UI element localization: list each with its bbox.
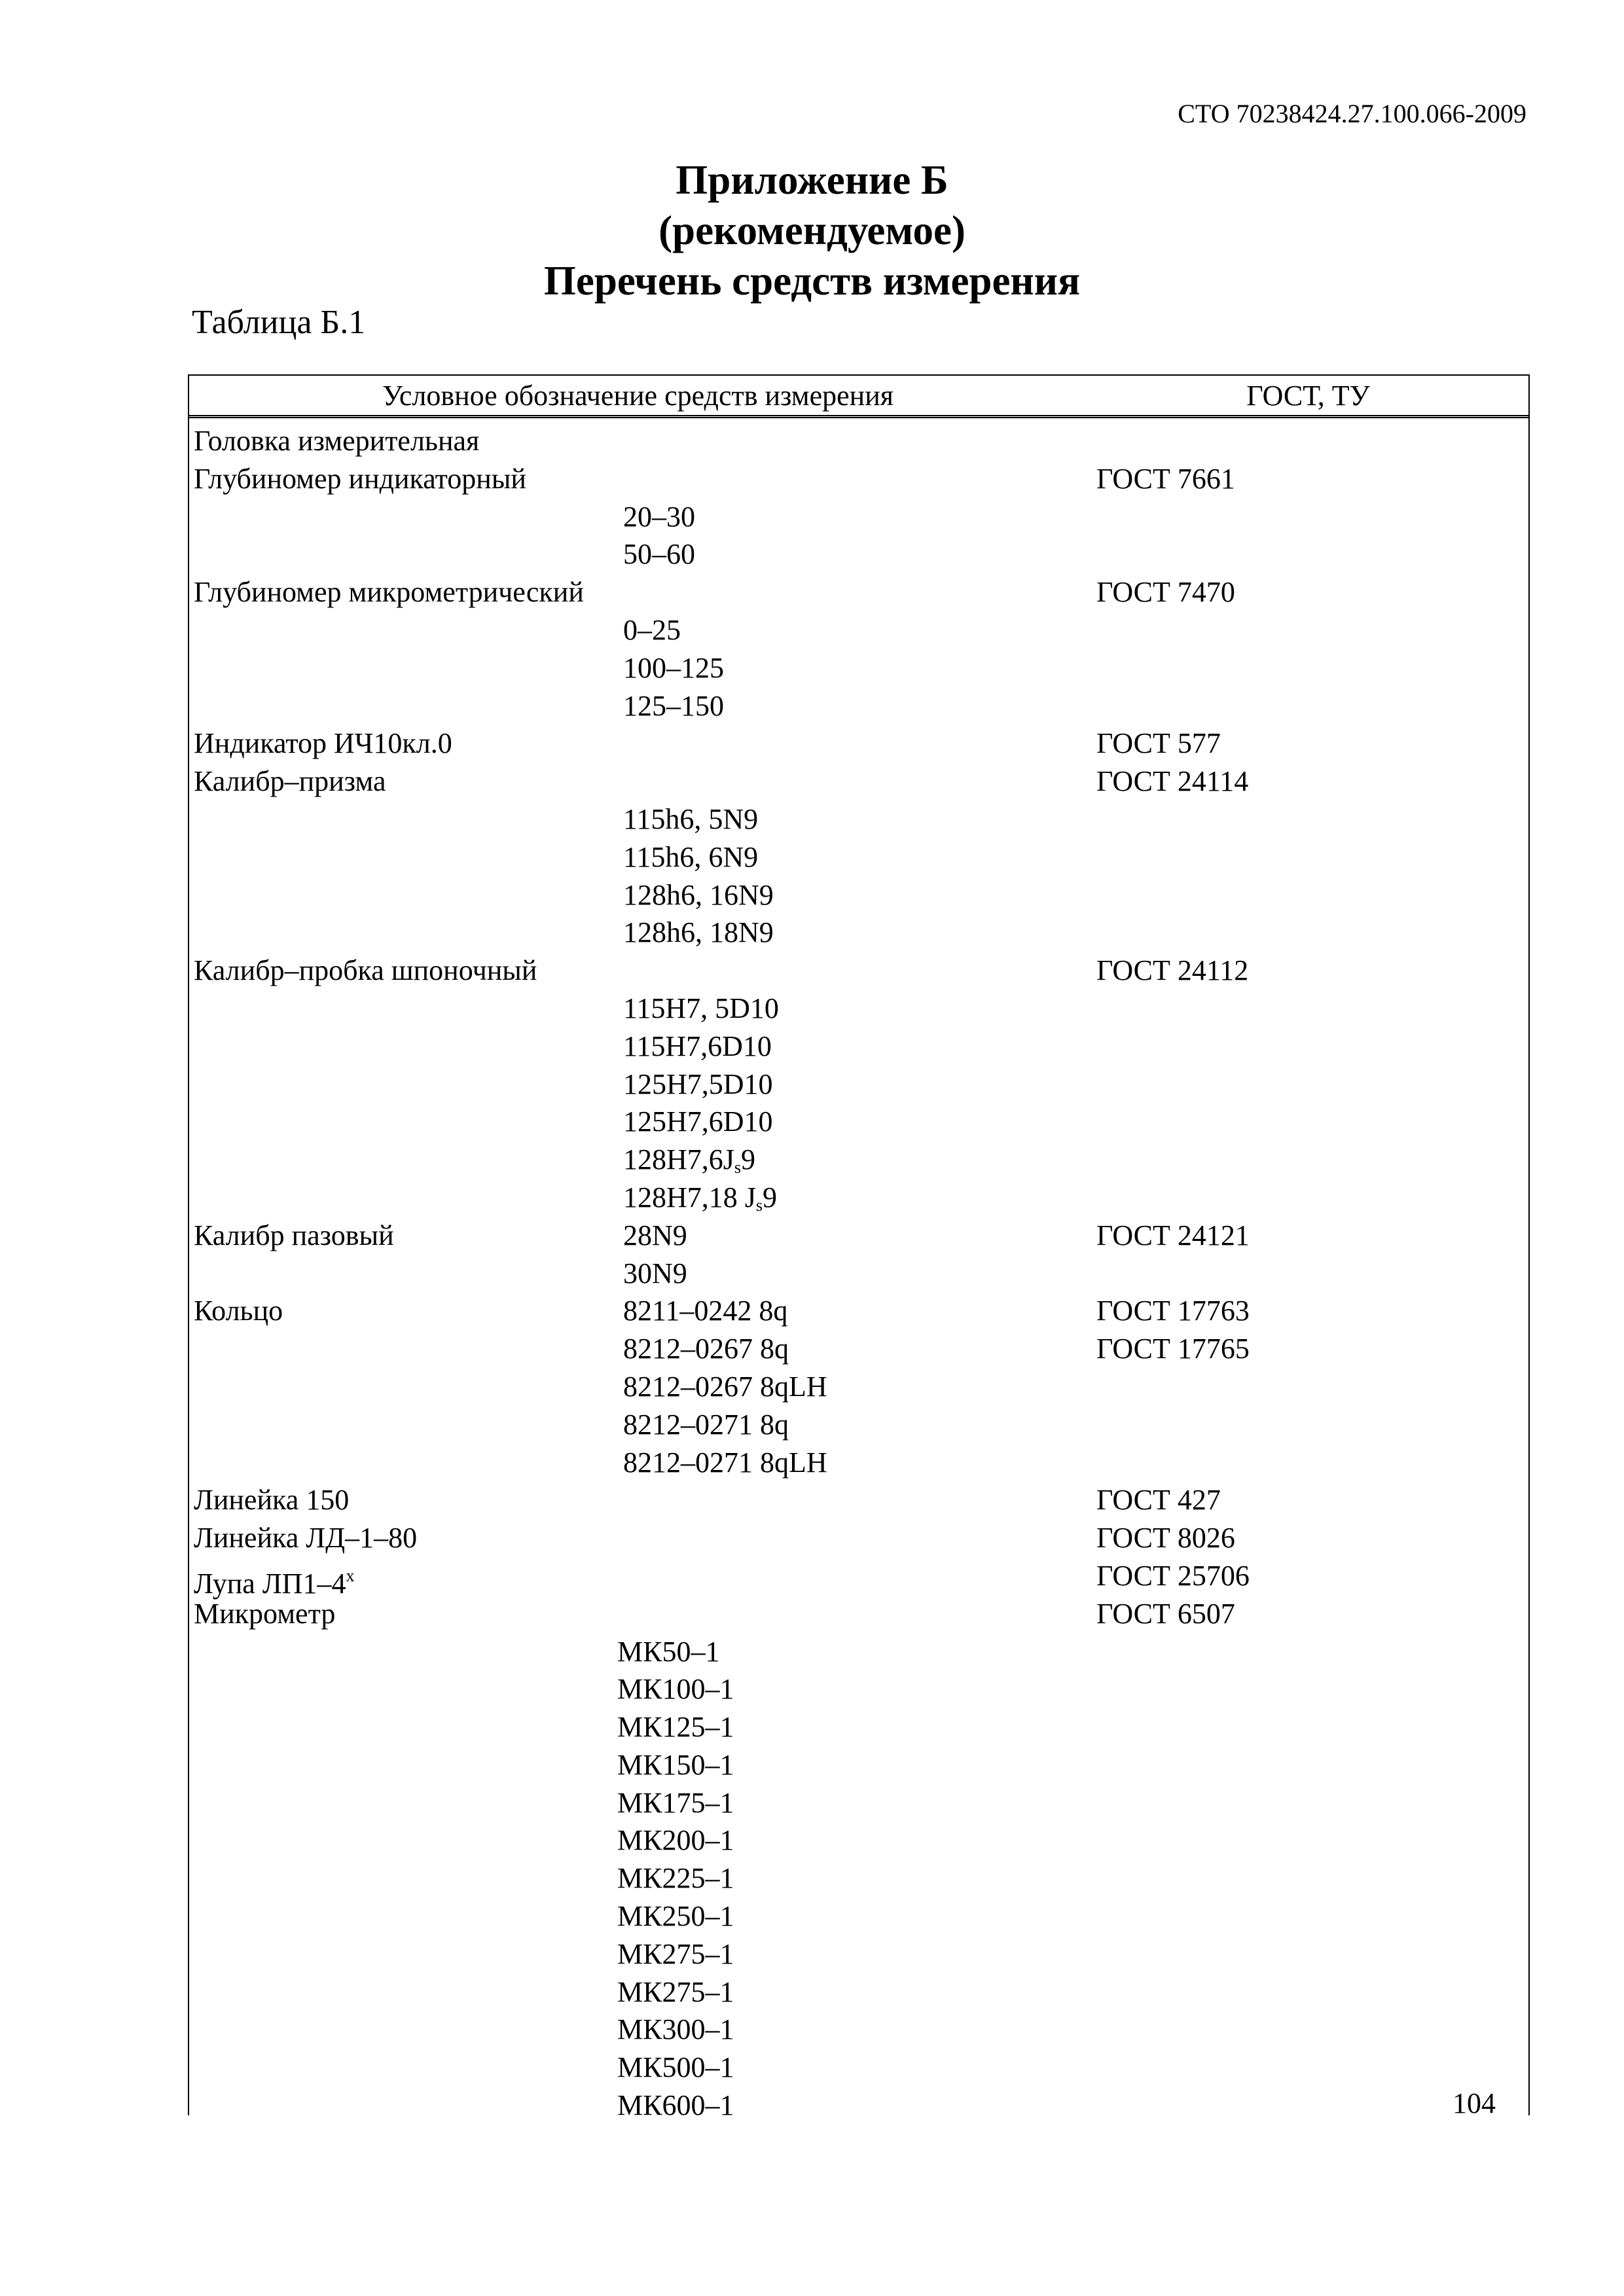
- instrument-size: МК500–1: [617, 2051, 734, 2084]
- instrument-size: 115h6, 6N9: [623, 840, 759, 873]
- instrument-name: Глубиномер индикаторный: [194, 462, 526, 495]
- instrument-name: Калибр пазовый: [194, 1219, 394, 1251]
- table-row: [189, 838, 1528, 876]
- instrument-size: МК200–1: [617, 1824, 734, 1857]
- table-row: [189, 762, 1528, 800]
- instrument-name: Микрометр: [194, 1597, 336, 1630]
- table-row: [189, 1595, 1528, 1633]
- instrument-size: 128h6, 18N9: [623, 916, 774, 949]
- table-row: [189, 990, 1528, 1028]
- instrument-size: $128H7,6J_s9$: [623, 1143, 756, 1177]
- instrument-size: 115h6, 5N9: [623, 802, 759, 835]
- table-row: [189, 498, 1528, 536]
- table-row: [189, 1028, 1528, 1066]
- superscript-mark: x: [346, 1566, 355, 1585]
- instrument-size: 125H7,5D10: [623, 1067, 773, 1100]
- gost-reference: ГОСТ 7470: [1096, 576, 1235, 609]
- header-instrument-designation: Условное обозначение средств измерения: [382, 380, 894, 412]
- instrument-size: 115H7,6D10: [623, 1030, 772, 1062]
- instrument-size: 8212–0271 8qLH: [623, 1446, 827, 1479]
- instrument-size: МК175–1: [617, 1786, 734, 1819]
- page-number: 104: [1453, 2087, 1496, 2119]
- table-row: [189, 876, 1528, 914]
- document-code: СТО 70238424.27.100.066-2009: [1178, 99, 1526, 128]
- table-row: [189, 914, 1528, 952]
- table-row: [189, 1935, 1528, 1973]
- table-row: [189, 1330, 1528, 1368]
- table-row: [189, 1973, 1528, 2011]
- table-row: [189, 1217, 1528, 1255]
- instrument-size: МК250–1: [617, 1900, 734, 1933]
- instrument-size: 125H7,6D10: [623, 1105, 773, 1138]
- gost-reference: ГОСТ 17763: [1096, 1295, 1250, 1327]
- instrument-name: Кольцо: [194, 1295, 283, 1327]
- appendix-title-block: [0, 155, 1624, 306]
- table-row: [189, 1368, 1528, 1406]
- gost-reference: ГОСТ 6507: [1096, 1597, 1235, 1630]
- table-row: [189, 611, 1528, 649]
- appendix-status: (рекомендуемое): [659, 207, 965, 253]
- gost-reference: ГОСТ 25706: [1096, 1559, 1250, 1592]
- table-row: [189, 2011, 1528, 2049]
- appendix-subject: Перечень средств измерения: [543, 258, 1081, 304]
- instrument-size: МК50–1: [617, 1635, 720, 1668]
- table-row: [189, 460, 1528, 498]
- instrument-size: 30N9: [623, 1257, 687, 1289]
- instrument-name: Лупа ЛП1–4$^x$: [194, 1566, 355, 1600]
- instrument-size: 0–25: [623, 613, 681, 646]
- table-row: [189, 1633, 1528, 1671]
- instrument-size: 8211–0242 8q: [623, 1295, 788, 1327]
- table-row: [189, 1746, 1528, 1784]
- instrument-size: 8212–0267 8qLH: [623, 1370, 827, 1403]
- table-row: [189, 2049, 1528, 2087]
- table-row: [189, 573, 1528, 611]
- instrument-size: МК125–1: [617, 1711, 734, 1744]
- table-header: [189, 376, 1528, 418]
- instrument-size: МК275–1: [617, 1937, 734, 1970]
- table-row: [189, 1670, 1528, 1708]
- instrument-name: Калибр–призма: [194, 765, 386, 798]
- table-row: [189, 1179, 1528, 1217]
- gost-reference: ГОСТ 427: [1096, 1484, 1221, 1516]
- table-row: [189, 1406, 1528, 1444]
- instrument-name: Головка измерительная: [194, 425, 480, 457]
- instrument-size: МК150–1: [617, 1748, 734, 1781]
- table-row: [189, 1897, 1528, 1935]
- instrument-size: МК100–1: [617, 1673, 734, 1706]
- instrument-size: 8212–0271 8q: [623, 1408, 789, 1441]
- gost-reference: ГОСТ 8026: [1096, 1522, 1235, 1554]
- subscript-mark: s: [755, 1195, 763, 1215]
- table-row: [189, 1255, 1528, 1293]
- table-row: [189, 800, 1528, 838]
- table-row: [189, 1444, 1528, 1482]
- instrument-size: 8212–0267 8q: [623, 1333, 789, 1365]
- instrument-size: МК600–1: [617, 2089, 734, 2122]
- instrument-size: 128H7,18 $J_s9$: [623, 1181, 778, 1215]
- instrument-size: 50–60: [623, 538, 695, 571]
- instrument-name: Глубиномер микрометрический: [194, 576, 584, 609]
- subscript-mark: s: [734, 1158, 742, 1177]
- table-row: [189, 1519, 1528, 1557]
- instruments-table: [188, 374, 1530, 2122]
- instrument-size: 100–125: [623, 651, 724, 684]
- instrument-size: МК275–1: [617, 1975, 734, 2008]
- table-row: [189, 1557, 1528, 1600]
- instrument-size: 128h6, 16N9: [623, 878, 774, 911]
- table-caption: Таблица Б.1: [192, 304, 366, 341]
- table-row: [189, 952, 1528, 990]
- instrument-name: Индикатор ИЧ10кл.0: [194, 727, 452, 760]
- instrument-size: 28N9: [623, 1219, 687, 1251]
- table-row: [189, 1708, 1528, 1746]
- table-row: [189, 422, 1528, 460]
- table-row: [189, 1066, 1528, 1103]
- table-body: [189, 422, 1528, 2125]
- table-row: [189, 725, 1528, 762]
- gost-reference: ГОСТ 7661: [1096, 462, 1235, 495]
- gost-reference: ГОСТ 17765: [1096, 1333, 1250, 1365]
- table-row: [189, 687, 1528, 725]
- table-row: [189, 1821, 1528, 1859]
- table-row: [189, 1292, 1528, 1330]
- appendix-title: Приложение Б: [676, 157, 948, 203]
- table-row: [189, 1859, 1528, 1897]
- header-gost: ГОСТ, ТУ: [1246, 380, 1370, 412]
- instrument-name: Линейка ЛД–1–80: [194, 1522, 418, 1554]
- table-row: [189, 1141, 1528, 1179]
- gost-reference: ГОСТ 24114: [1096, 765, 1249, 798]
- instrument-size: МК225–1: [617, 1862, 734, 1895]
- table-row: [189, 535, 1528, 573]
- table-row: [189, 649, 1528, 687]
- table-row: [189, 2087, 1528, 2125]
- instrument-name: Калибр–пробка шпоночный: [194, 954, 537, 987]
- table-row: [189, 1784, 1528, 1822]
- gost-reference: ГОСТ 24112: [1096, 954, 1249, 987]
- table-row: [189, 1481, 1528, 1519]
- instrument-size: 125–150: [623, 689, 724, 722]
- instrument-size: 115H7, 5D10: [623, 992, 779, 1024]
- gost-reference: ГОСТ 577: [1096, 727, 1221, 760]
- gost-reference: ГОСТ 24121: [1096, 1219, 1250, 1251]
- instrument-size: 20–30: [623, 500, 695, 533]
- table-row: [189, 1103, 1528, 1141]
- instrument-size: МК300–1: [617, 2013, 734, 2046]
- instrument-name: Линейка 150: [194, 1484, 350, 1516]
